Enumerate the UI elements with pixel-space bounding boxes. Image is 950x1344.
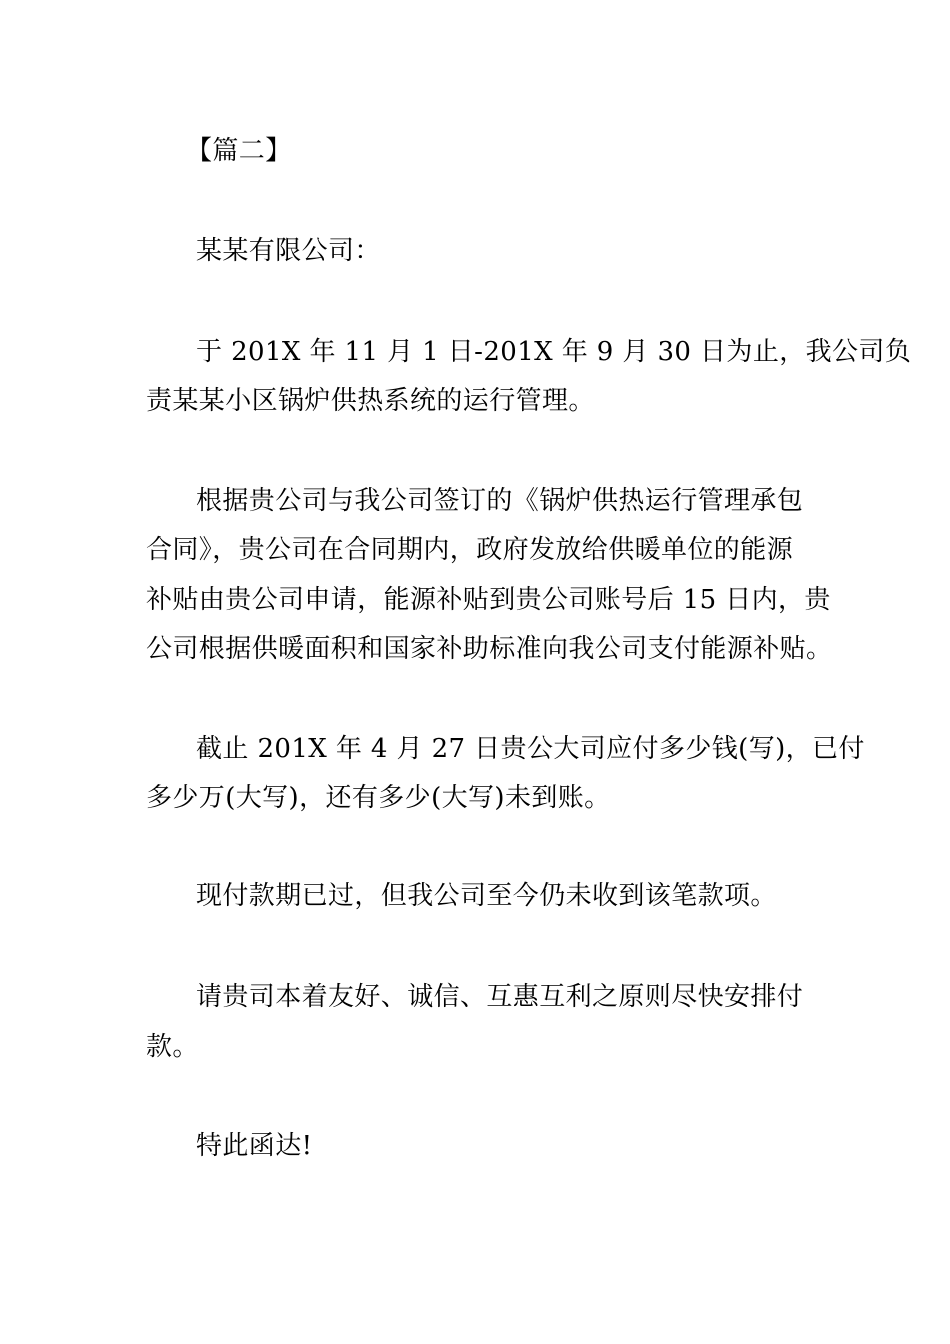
paragraph-2-line-2: 合同》，贵公司在合同期内，政府发放给供暖单位的能源 — [146, 535, 794, 565]
paragraph-3-line-1: 截止 201X 年 4 月 27 日贵公大司应付多少钱(写)，已付 — [196, 734, 865, 764]
paragraph-2-line-4: 公司根据供暖面积和国家补助标准向我公司支付能源补贴。 — [146, 634, 833, 664]
section-heading: 【篇二】 — [186, 136, 292, 166]
paragraph-3-line-2: 多少万(大写)，还有多少(大写)未到账。 — [146, 783, 611, 813]
paragraph-2-line-1: 根据贵公司与我公司签订的《锅炉供热运行管理承包 — [196, 486, 804, 516]
paragraph-4-line-1: 现付款期已过，但我公司至今仍未收到该笔款项。 — [196, 881, 777, 911]
paragraph-5-line-2: 款。 — [146, 1032, 199, 1062]
paragraph-1-line-2: 责某某小区锅炉供热系统的运行管理。 — [146, 386, 595, 416]
paragraph-2-line-3: 补贴由贵公司申请，能源补贴到贵公司账号后 15 日内，贵 — [146, 585, 831, 615]
paragraph-5-line-1: 请贵司本着友好、诚信、互惠互利之原则尽快安排付 — [196, 982, 804, 1012]
closing: 特此函达! — [196, 1131, 313, 1161]
salutation: 某某有限公司： — [196, 236, 381, 266]
paragraph-1-line-1: 于 201X 年 11 月 1 日-201X 年 9 月 30 日为止，我公司负 — [196, 337, 912, 367]
